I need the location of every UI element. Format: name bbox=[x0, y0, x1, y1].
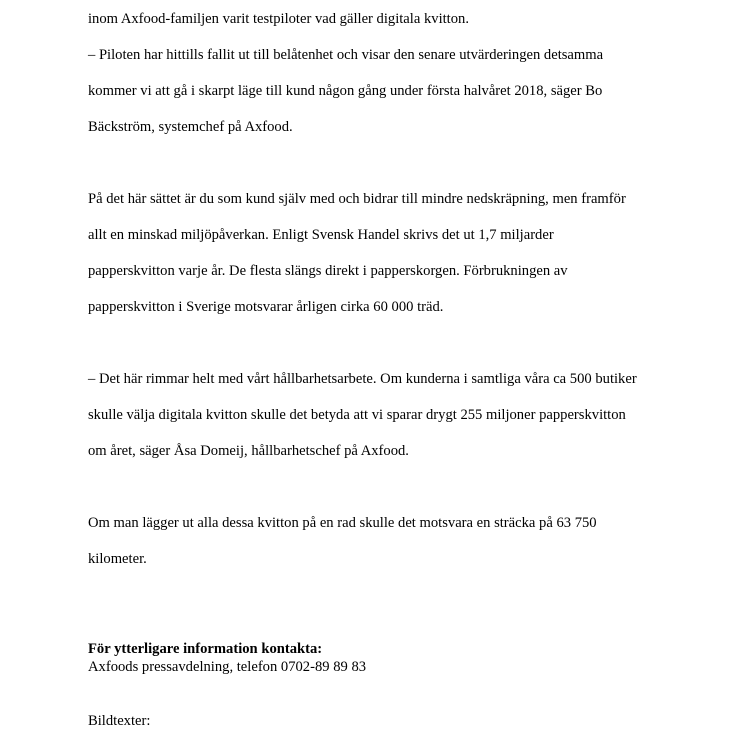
text-line: allt en minskad miljöpåverkan. Enligt Svensk Handel skrivs det ut 1,7 miljarder bbox=[88, 227, 554, 243]
document-page bbox=[88, 0, 728, 730]
text-line: kilometer. bbox=[88, 551, 147, 567]
paragraph-pilot bbox=[88, 0, 728, 154]
spacer bbox=[88, 676, 728, 712]
text-line: papperskvitton i Sverige motsvarar årligen cirka 60 000 träd. bbox=[88, 299, 444, 315]
text-line: om året, säger Åsa Domeij, hållbarhetschef på Axfood. bbox=[88, 443, 409, 459]
text-line: Bäckström, systemchef på Axfood. bbox=[88, 119, 293, 135]
text-line: inom Axfood-familjen varit testpiloter vad gäller digitala kvitton. bbox=[88, 11, 469, 27]
paragraph-environment bbox=[88, 172, 728, 334]
text-line: – Piloten har hittills fallit ut till belåtenhet och visar den senare utvärderingen detsamma bbox=[88, 47, 604, 63]
text-line: På det här sättet är du som kund själv med och bidrar till mindre nedskräpning, men framför bbox=[88, 191, 626, 207]
contact-heading: För ytterligare information kontakta: bbox=[88, 641, 323, 657]
paragraph-distance bbox=[88, 496, 728, 586]
contact-line: Axfoods pressavdelning, telefon 0702-89 89 83 bbox=[88, 659, 367, 675]
text-line: papperskvitton varje år. De flesta slängs direkt i papperskorgen. Förbrukningen av bbox=[88, 263, 568, 279]
text-line: kommer vi att gå i skarpt läge till kund någon gång under första halvåret 2018, säger Bo bbox=[88, 83, 603, 99]
spacer bbox=[88, 604, 728, 640]
text-line: skulle välja digitala kvitton skulle det betyda att vi sparar drygt 255 miljoner papperskvitton bbox=[88, 407, 626, 423]
text-line: – Det här rimmar helt med vårt hållbarhetsarbete. Om kunderna i samtliga våra ca 500 butiker bbox=[88, 371, 637, 387]
captions-heading: Bildtexter: bbox=[88, 713, 151, 729]
paragraph-sustainability-quote bbox=[88, 352, 728, 478]
contact-section bbox=[88, 640, 728, 676]
text-line: Om man lägger ut alla dessa kvitton på en rad skulle det motsvara en sträcka på 63 750 bbox=[88, 515, 597, 531]
